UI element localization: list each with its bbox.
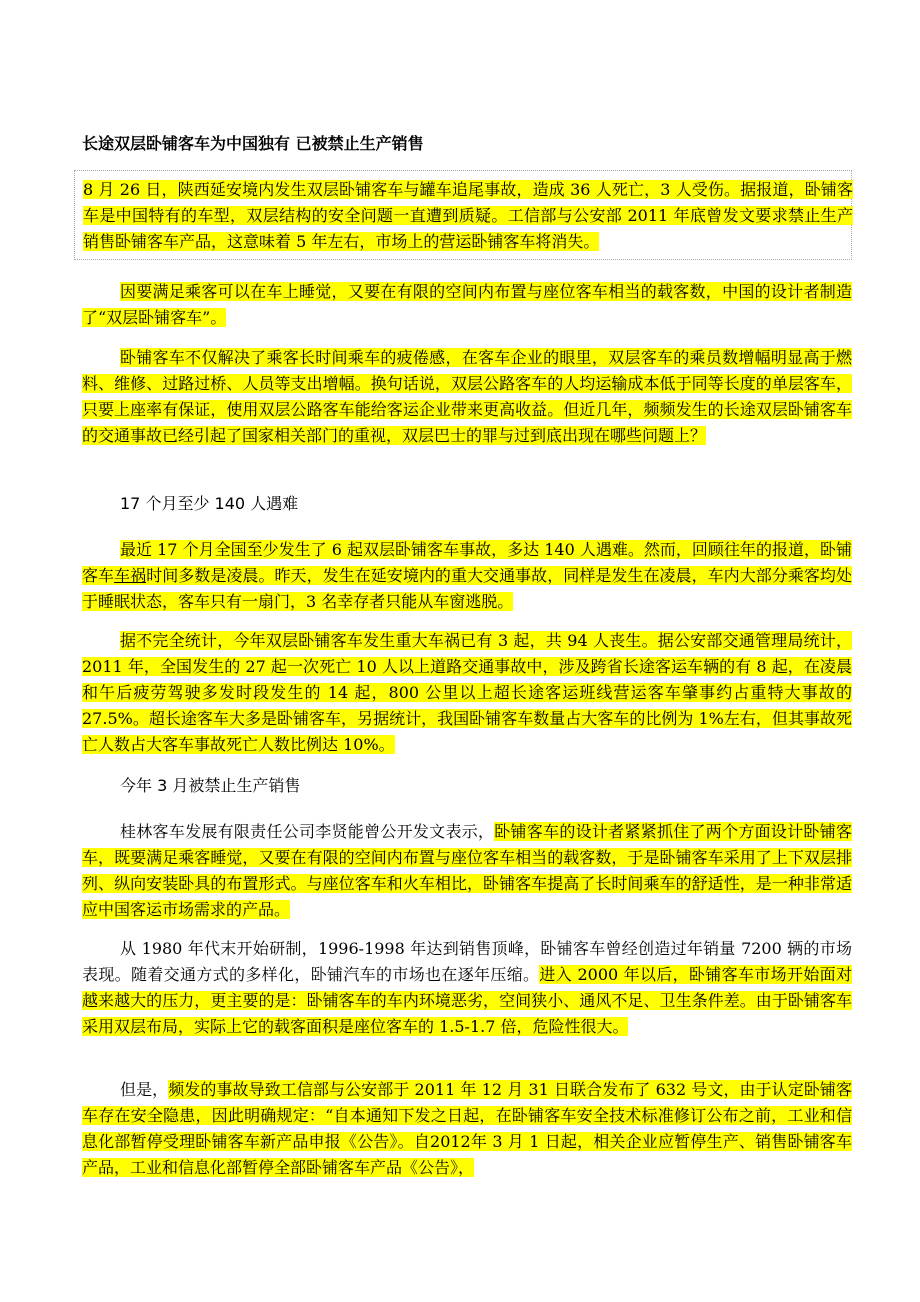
lead-paragraph xyxy=(83,177,853,255)
lead-text: 8 月 26 日，陕西延安境内发生双层卧铺客车与罐车追尾事故，造成 36 人死亡，3 人受伤。据报道，卧铺客车是中国特有的车型，双层结构的安全问题一直遭到质疑。工信部与公安部 2011 年底曾发文要求禁止生产销售卧铺客车产品，这意味着 5 年左右，市场上的营运卧铺客车将消失。 xyxy=(83,180,853,251)
paragraph-4 xyxy=(82,628,852,758)
section-heading-1: 17 个月至少 140 人遇难 xyxy=(120,494,299,513)
paragraph-4-text: 据不完全统计，今年双层卧铺客车发生重大车祸已有 3 起，共 94 人丧生。据公安部交通管理局统计，2011 年，全国发生的 27 起一次死亡 10 人以上道路交通事故中，涉及跨省长途客运车辆的有 8 起，在凌晨和午后疲劳驾驶多发时段发生的 14 起，800 公里以上超长途客运班线营运客车肇事约占重特大事故的 27.5%。超长途客车大多是卧铺客车，另据统计，我国卧铺客车数量占大客车的比例为 1%左右，但其事故死亡人数占大客车事故死亡人数比例达 10%。 xyxy=(82,631,852,754)
paragraph-5-text-a: 桂林客车发展有限责任公司李贤能曾公开发文表示， xyxy=(120,822,495,841)
accident-link[interactable]: 车祸 xyxy=(114,566,147,585)
paragraph-7-text-a: 但是， xyxy=(120,1080,169,1099)
paragraph-1-text: 因要满足乘客可以在车上睡觉，又要在有限的空间内布置与座位客车相当的载客数，中国的设计者制造了“双层卧铺客车”。 xyxy=(82,282,852,327)
lead-box xyxy=(74,170,852,260)
paragraph-6 xyxy=(82,936,852,1040)
paragraph-6-text-b: 进入 2000 年以后，卧铺客车市场开始面对越来越大的压力，更主要的是：卧铺客车的车内环境恶劣，空间狭小、通风不足、卫生条件差。由于卧铺客车采用双层布局，实际上它的载客面积是座位客车的 1.5-1.7 倍，危险性很大。 xyxy=(82,965,852,1036)
paragraph-3-text-a: 最近 17 个月全国至少发生了 6 起双层卧铺客车事故，多达 140 人遇难。然而，回顾往年的报道，卧铺客车 xyxy=(82,540,852,585)
article-title: 长途双层卧铺客车为中国独有 已被禁止生产销售 xyxy=(82,134,424,153)
paragraph-7 xyxy=(82,1077,852,1181)
paragraph-7-text-b: 频发的事故导致工信部与公安部于 2011 年 12 月 31 日联合发布了 632 号文，由于认定卧铺客车存在安全隐患，因此明确规定：“自本通知下发之日起，在卧铺客车安全技术标准修订公布之前，工业和信息化部暂停受理卧铺客车新产品申报《公告》。自2012年 3 月 1 日起，相关企业应暂停生产、销售卧铺客车产品，工业和信息化部暂停全部卧铺客车产品《公告》， xyxy=(82,1080,852,1177)
paragraph-5 xyxy=(82,819,852,923)
paragraph-2-text: 卧铺客车不仅解决了乘客长时间乘车的疲倦感，在客车企业的眼里，双层客车的乘员数增幅明显高于燃料、维修、过路过桥、人员等支出增幅。换句话说，双层公路客车的人均运输成本低于同等长度的单层客车，只要上座率有保证，使用双层公路客车能给客运企业带来更高收益。但近几年，频频发生的长途双层卧铺客车的交通事故已经引起了国家相关部门的重视，双层巴士的罪与过到底出现在哪些问题上？ xyxy=(82,348,852,445)
section-heading-2: 今年 3 月被禁止生产销售 xyxy=(120,776,301,795)
paragraph-3 xyxy=(82,537,852,615)
paragraph-6-text-a: 从 1980 年代末开始研制，1996-1998 年达到销售顶峰，卧铺客车曾经创造过年销量 7200 辆的市场表现。随着交通方式的多样化，卧铺汽车的市场也在逐年压缩。 xyxy=(82,939,852,984)
paragraph-1 xyxy=(82,279,852,331)
paragraph-2 xyxy=(82,345,852,449)
paragraph-3-text-b: 时间多数是凌晨。昨天，发生在延安境内的重大交通事故，同样是发生在凌晨，车内大部分乘客均处于睡眠状态，客车只有一扇门，3 名幸存者只能从车窗逃脱。 xyxy=(82,566,852,611)
paragraph-5-text-b: 卧铺客车的设计者紧紧抓住了两个方面设计卧铺客车，既要满足乘客睡觉，又要在有限的空间内布置与座位客车相当的载客数，于是卧铺客车采用了上下双层排列、纵向安装卧具的布置形式。与座位客车和火车相比，卧铺客车提高了长时间乘车的舒适性，是一种非常适应中国客运市场需求的产品。 xyxy=(82,822,852,919)
